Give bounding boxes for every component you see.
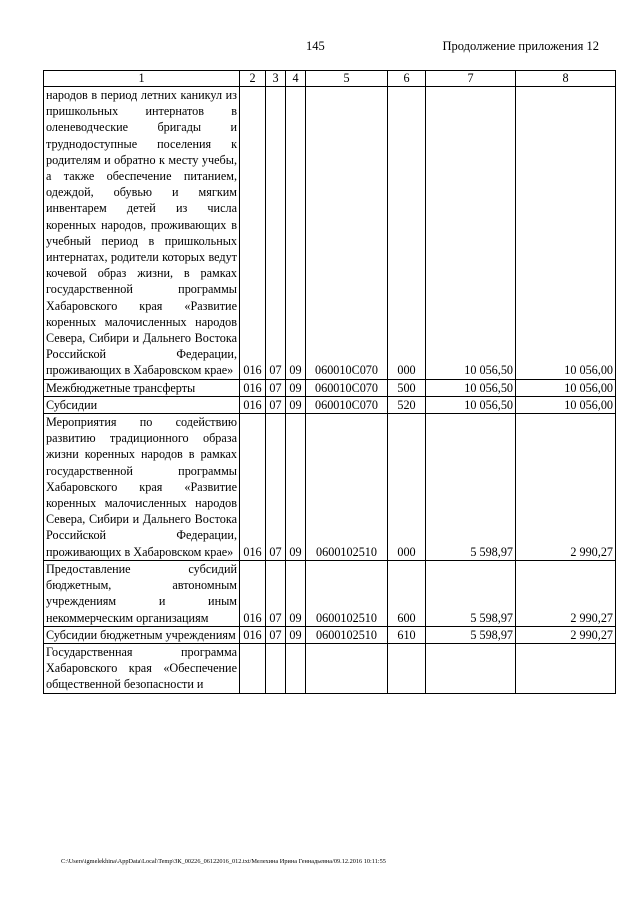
cell-section: 07 [266,396,286,413]
table-row [44,626,616,643]
row-name: Государственная программа Хабаровского края «Обеспечение общественной безопасности и [44,643,240,693]
cell-section: 07 [266,560,286,626]
cell-ministry: 016 [240,396,266,413]
cell-amount-1: 5 598,97 [426,626,516,643]
cell-amount-2: 10 056,00 [516,87,616,380]
column-header: 8 [516,71,616,87]
cell-target-article: 060010С070 [306,87,388,380]
table-row [44,379,616,396]
cell-amount-2: 2 990,27 [516,626,616,643]
cell-ministry: 016 [240,379,266,396]
cell-subsection: 09 [286,396,306,413]
cell-expense-type: 520 [388,396,426,413]
cell-subsection: 09 [286,560,306,626]
cell-expense-type: 000 [388,87,426,380]
budget-table [43,70,616,694]
table-row [44,414,616,561]
cell-target-article: 060010С070 [306,396,388,413]
cell-subsection: 09 [286,87,306,380]
column-header: 5 [306,71,388,87]
cell-section: 07 [266,414,286,561]
cell-subsection: 09 [286,626,306,643]
cell-target-article: 0600102510 [306,626,388,643]
column-header: 6 [388,71,426,87]
column-header: 2 [240,71,266,87]
cell-amount-1 [426,643,516,693]
cell-expense-type [388,643,426,693]
column-header: 4 [286,71,306,87]
table-header-row [44,71,616,87]
cell-target-article: 0600102510 [306,560,388,626]
cell-expense-type: 000 [388,414,426,561]
cell-amount-1: 10 056,50 [426,396,516,413]
cell-ministry [240,643,266,693]
cell-expense-type: 600 [388,560,426,626]
cell-amount-1: 5 598,97 [426,414,516,561]
cell-subsection: 09 [286,414,306,561]
column-header: 3 [266,71,286,87]
cell-target-article: 0600102510 [306,414,388,561]
cell-ministry: 016 [240,626,266,643]
cell-amount-1: 10 056,50 [426,87,516,380]
appendix-note: Продолжение приложения 12 [442,39,599,53]
cell-section: 07 [266,87,286,380]
cell-ministry: 016 [240,414,266,561]
column-header: 7 [426,71,516,87]
cell-section: 07 [266,626,286,643]
table-row [44,643,616,693]
row-name: народов в период летних каникул из пришкольных интернатов в оленеводческие бригады и труднодоступные поселения к родителям и обратно к месту учебы, а также обеспечение питанием, одеждой, обувью и мягким инвентарем детей из числа коренных народов, проживающих в учебный период в пришкольных интернатах, родители которых ведут кочевой образ жизни, в рамках государственной программы Хабаровского края «Развитие коренных малочисленных народов Севера, Сибири и Дальнего Востока Российской Федерации, проживающих в Хабаровском крае» [44,87,240,380]
cell-subsection [286,643,306,693]
page-number: 145 [306,39,325,53]
cell-amount-1: 5 598,97 [426,560,516,626]
cell-target-article [306,643,388,693]
table-row [44,396,616,413]
cell-ministry: 016 [240,560,266,626]
cell-expense-type: 500 [388,379,426,396]
row-name: Субсидии [44,396,240,413]
cell-amount-2 [516,643,616,693]
table-row [44,560,616,626]
cell-expense-type: 610 [388,626,426,643]
row-name: Мероприятия по содействию развитию традиционного образа жизни коренных народов в рамках государственной программы Хабаровского края «Развитие коренных малочисленных народов Севера, Сибири и Дальнего Востока Российской Федерации, проживающих в Хабаровском крае» [44,414,240,561]
document-path-footer: C:\Users\igmelekhina\AppData\Local\Temp\ЗК_00226_06122016_012.txt/Мелехина Ирина Геннадьевна/09.12.2016 10:11:55 [61,858,386,865]
cell-amount-2: 10 056,00 [516,379,616,396]
cell-amount-2: 10 056,00 [516,396,616,413]
row-name: Предоставление субсидий бюджетным, автономным учреждениям и иным некоммерческим организациям [44,560,240,626]
cell-target-article: 060010С070 [306,379,388,396]
cell-amount-2: 2 990,27 [516,560,616,626]
column-header: 1 [44,71,240,87]
cell-section [266,643,286,693]
row-name: Субсидии бюджетным учреждениям [44,626,240,643]
row-name: Межбюджетные трансферты [44,379,240,396]
cell-ministry: 016 [240,87,266,380]
cell-section: 07 [266,379,286,396]
cell-amount-1: 10 056,50 [426,379,516,396]
table-row [44,87,616,380]
cell-subsection: 09 [286,379,306,396]
cell-amount-2: 2 990,27 [516,414,616,561]
